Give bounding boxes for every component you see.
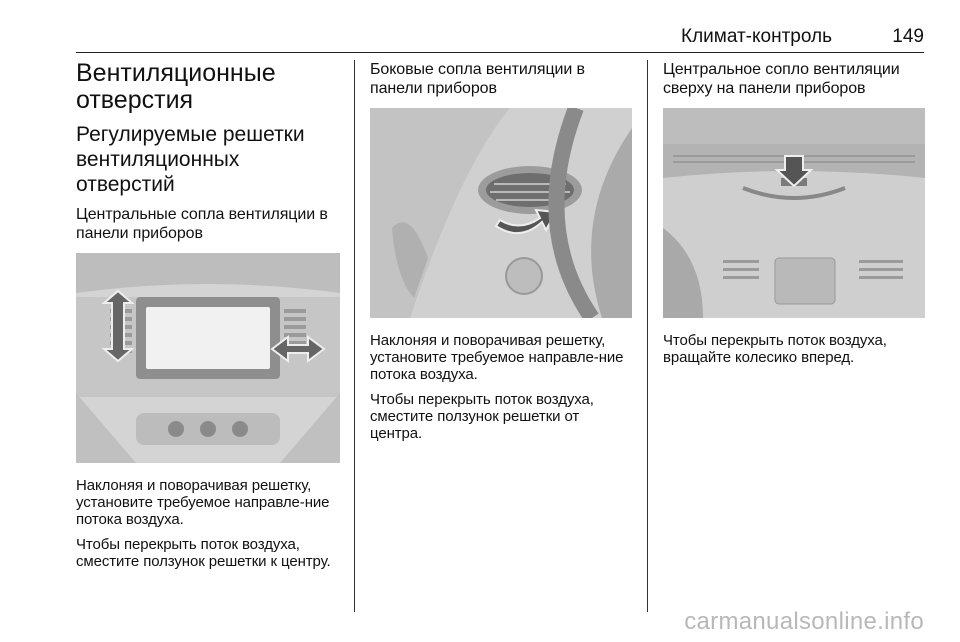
section-heading: Центральное сопло вентиляции сверху на панели приборов [663, 61, 900, 97]
column-center-vents [76, 60, 340, 578]
section-title: Климат-контроль [681, 26, 832, 47]
side-vent-illustration [370, 108, 632, 318]
paragraph: Чтобы перекрыть поток воздуха, сместите ползунок решетки от центра. [370, 391, 594, 442]
top-vent-illustration [663, 108, 925, 318]
section-heading: Боковые сопла вентиляции в панели приборов [370, 61, 585, 97]
paragraph: Наклоняя и поворачивая решетку, установите требуемое направле-ние потока воздуха. [370, 332, 624, 383]
center-vents-illustration [76, 253, 340, 463]
section-heading: Регулируемые решетки вентиляционных отверстий [76, 123, 305, 196]
column-side-vents [370, 60, 632, 450]
column-divider [647, 60, 648, 612]
paragraph: Чтобы перекрыть поток воздуха, вращайте колесико вперед. [663, 332, 887, 366]
paragraph: Чтобы перекрыть поток воздуха, сместите ползунок решетки к центру. [76, 536, 331, 570]
page-header [76, 22, 924, 53]
paragraph: Наклоняя и поворачивая решетку, установите требуемое направле-ние потока воздуха. [76, 477, 330, 528]
subsection-heading: Центральные сопла вентиляции в панели приборов [76, 206, 328, 242]
column-divider [354, 60, 355, 612]
page-number: 149 [892, 26, 924, 47]
column-top-vent [663, 60, 925, 374]
chapter-heading: Вентиляционные отверстия [76, 59, 276, 114]
watermark: carmanualsonline.info [684, 608, 924, 635]
